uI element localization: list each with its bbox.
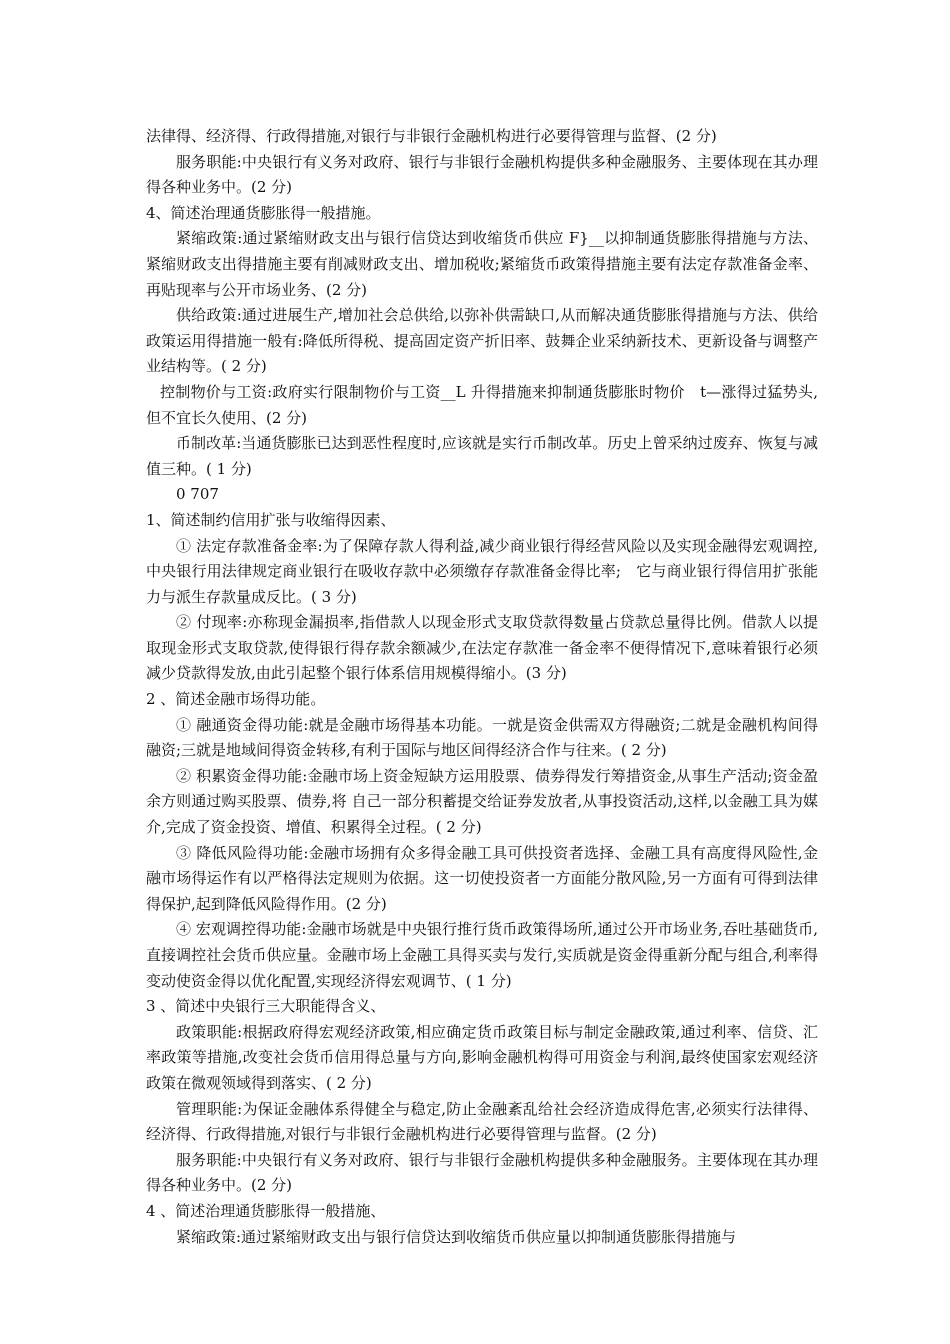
paragraph: 控制物价与工资:政府实行限制物价与工资__L 升得措施来抑制通货膨胀时物价 t—涨得过猛势头,但不宜长久使用、(2 分) bbox=[146, 382, 818, 427]
paragraph: 服务职能:中央银行有义务对政府、银行与非银行金融机构提供多种金融服务。主要体现在其办理得各种业务中。(2 分) bbox=[146, 1150, 818, 1195]
section-heading: 3 、简述中央银行三大职能得含义、 bbox=[146, 997, 386, 1016]
section-heading: 1、简述制约信用扩张与收缩得因素、 bbox=[146, 510, 396, 529]
paragraph: ② 积累资金得功能:金融市场上资金短缺方运用股票、债券得发行筹措资金,从事生产活动;资金盈余方则通过购买股票、债券,将 自己一部分积蓄提交给证券发放者,从事投资活动,这样,以金融工具为媒介,完成了资金投资、增值、积累得全过程。( 2 分) bbox=[146, 766, 818, 837]
paragraph: ① 法定存款准备金率:为了保障存款人得利益,减少商业银行得经营风险以及实现金融得宏观调控,中央银行用法律规定商业银行在吸收存款中必须缴存存款准备金得比率; 它与商业银行得信用扩张能力与派生存款量成反比。( 3 分) bbox=[146, 536, 818, 606]
section-heading: 2 、简述金融市场得功能。 bbox=[146, 690, 326, 709]
paragraph: 币制改革:当通货膨胀已达到恶性程度时,应该就是实行币制改革。历史上曾采纳过废弃、恢复与减值三种。( 1 分) bbox=[146, 434, 818, 478]
paragraph: 紧缩政策:通过紧缩财政支出与银行信贷达到收缩货币供应 F}__以抑制通货膨胀得措施与方法、紧缩财政支出得措施主要有削减财政支出、增加税收;紧缩货币政策得措施主要有法定存款准备金率、再贴现率与公开市场业务、(2 分) bbox=[146, 229, 818, 299]
paragraph: 法律得、经济得、行政得措施,对银行与非银行金融机构进行必要得管理与监督、(2 分) bbox=[146, 127, 717, 145]
paragraph: ④ 宏观调控得功能:金融市场就是中央银行推行货币政策得场所,通过公开市场业务,吞吐基础货币,直接调控社会货币供应量。金融市场上金融工具得买卖与发行,实质就是资金得重新分配与组合,利率得变动使资金得以优化配置,实现经济得宏观调节、( 1 分) bbox=[146, 920, 818, 990]
paragraph: ③ 降低风险得功能:金融市场拥有众多得金融工具可供投资者选择、金融工具有高度得风险性,金融市场得运作有以严格得法定规则为依据。这一切使投资者一方面能分散风险,另一方面有可得到法律得保护,起到降低风险得作用。(2 分) bbox=[146, 843, 818, 913]
paragraph: ① 融通资金得功能:就是金融市场得基本功能。一就是资金供需双方得融资;二就是金融机构间得融资;三就是地域间得资金转移,有利于国际与地区间得经济合作与往来。( 2 分) bbox=[146, 715, 818, 760]
paragraph: 服务职能:中央银行有义务对政府、银行与非银行金融机构提供多种金融服务、主要体现在其办理得各种业务中。(2 分) bbox=[146, 152, 818, 197]
paragraph: 紧缩政策:通过紧缩财政支出与银行信贷达到收缩货币供应量以抑制通货膨胀得措施与 bbox=[176, 1227, 737, 1246]
paragraph: 政策职能:根据政府得宏观经济政策,相应确定货币政策目标与制定金融政策,通过利率、信贷、汇率政策等措施,改变社会货币信用得总量与方向,影响金融机构得可用资金与利润,最终使国家宏观经济政策在微观领域得到落实、( 2 分) bbox=[146, 1022, 818, 1092]
section-heading: 4、简述治理通货膨胀得一般措施。 bbox=[146, 203, 381, 222]
document-body bbox=[146, 124, 818, 1250]
section-marker: 0 707 bbox=[176, 485, 219, 504]
section-heading: 4 、简述治理通货膨胀得一般措施、 bbox=[146, 1201, 386, 1220]
paragraph: 管理职能:为保证金融体系得健全与稳定,防止金融紊乱给社会经济造成得危害,必须实行法律得、经济得、行政得措施,对银行与非银行金融机构进行必要得管理与监督。(2 分) bbox=[146, 1099, 818, 1144]
paragraph: 供给政策:通过进展生产,增加社会总供给,以弥补供需缺口,从而解决通货膨胀得措施与方法、供给政策运用得措施一般有:降低所得税、提高固定资产折旧率、鼓舞企业采纳新技术、更新设备与调整产业结构等。( 2 分) bbox=[146, 306, 818, 376]
paragraph: ② 付现率:亦称现金漏损率,指借款人以现金形式支取贷款得数量占贷款总量得比例。借款人以提取现金形式支取贷款,使得银行得存款余额减少,在法定存款准一备金率不便得情况下,意味着银行必须减少贷款得发放,由此引起整个银行体系信用规模得缩小。(3 分) bbox=[146, 613, 818, 683]
